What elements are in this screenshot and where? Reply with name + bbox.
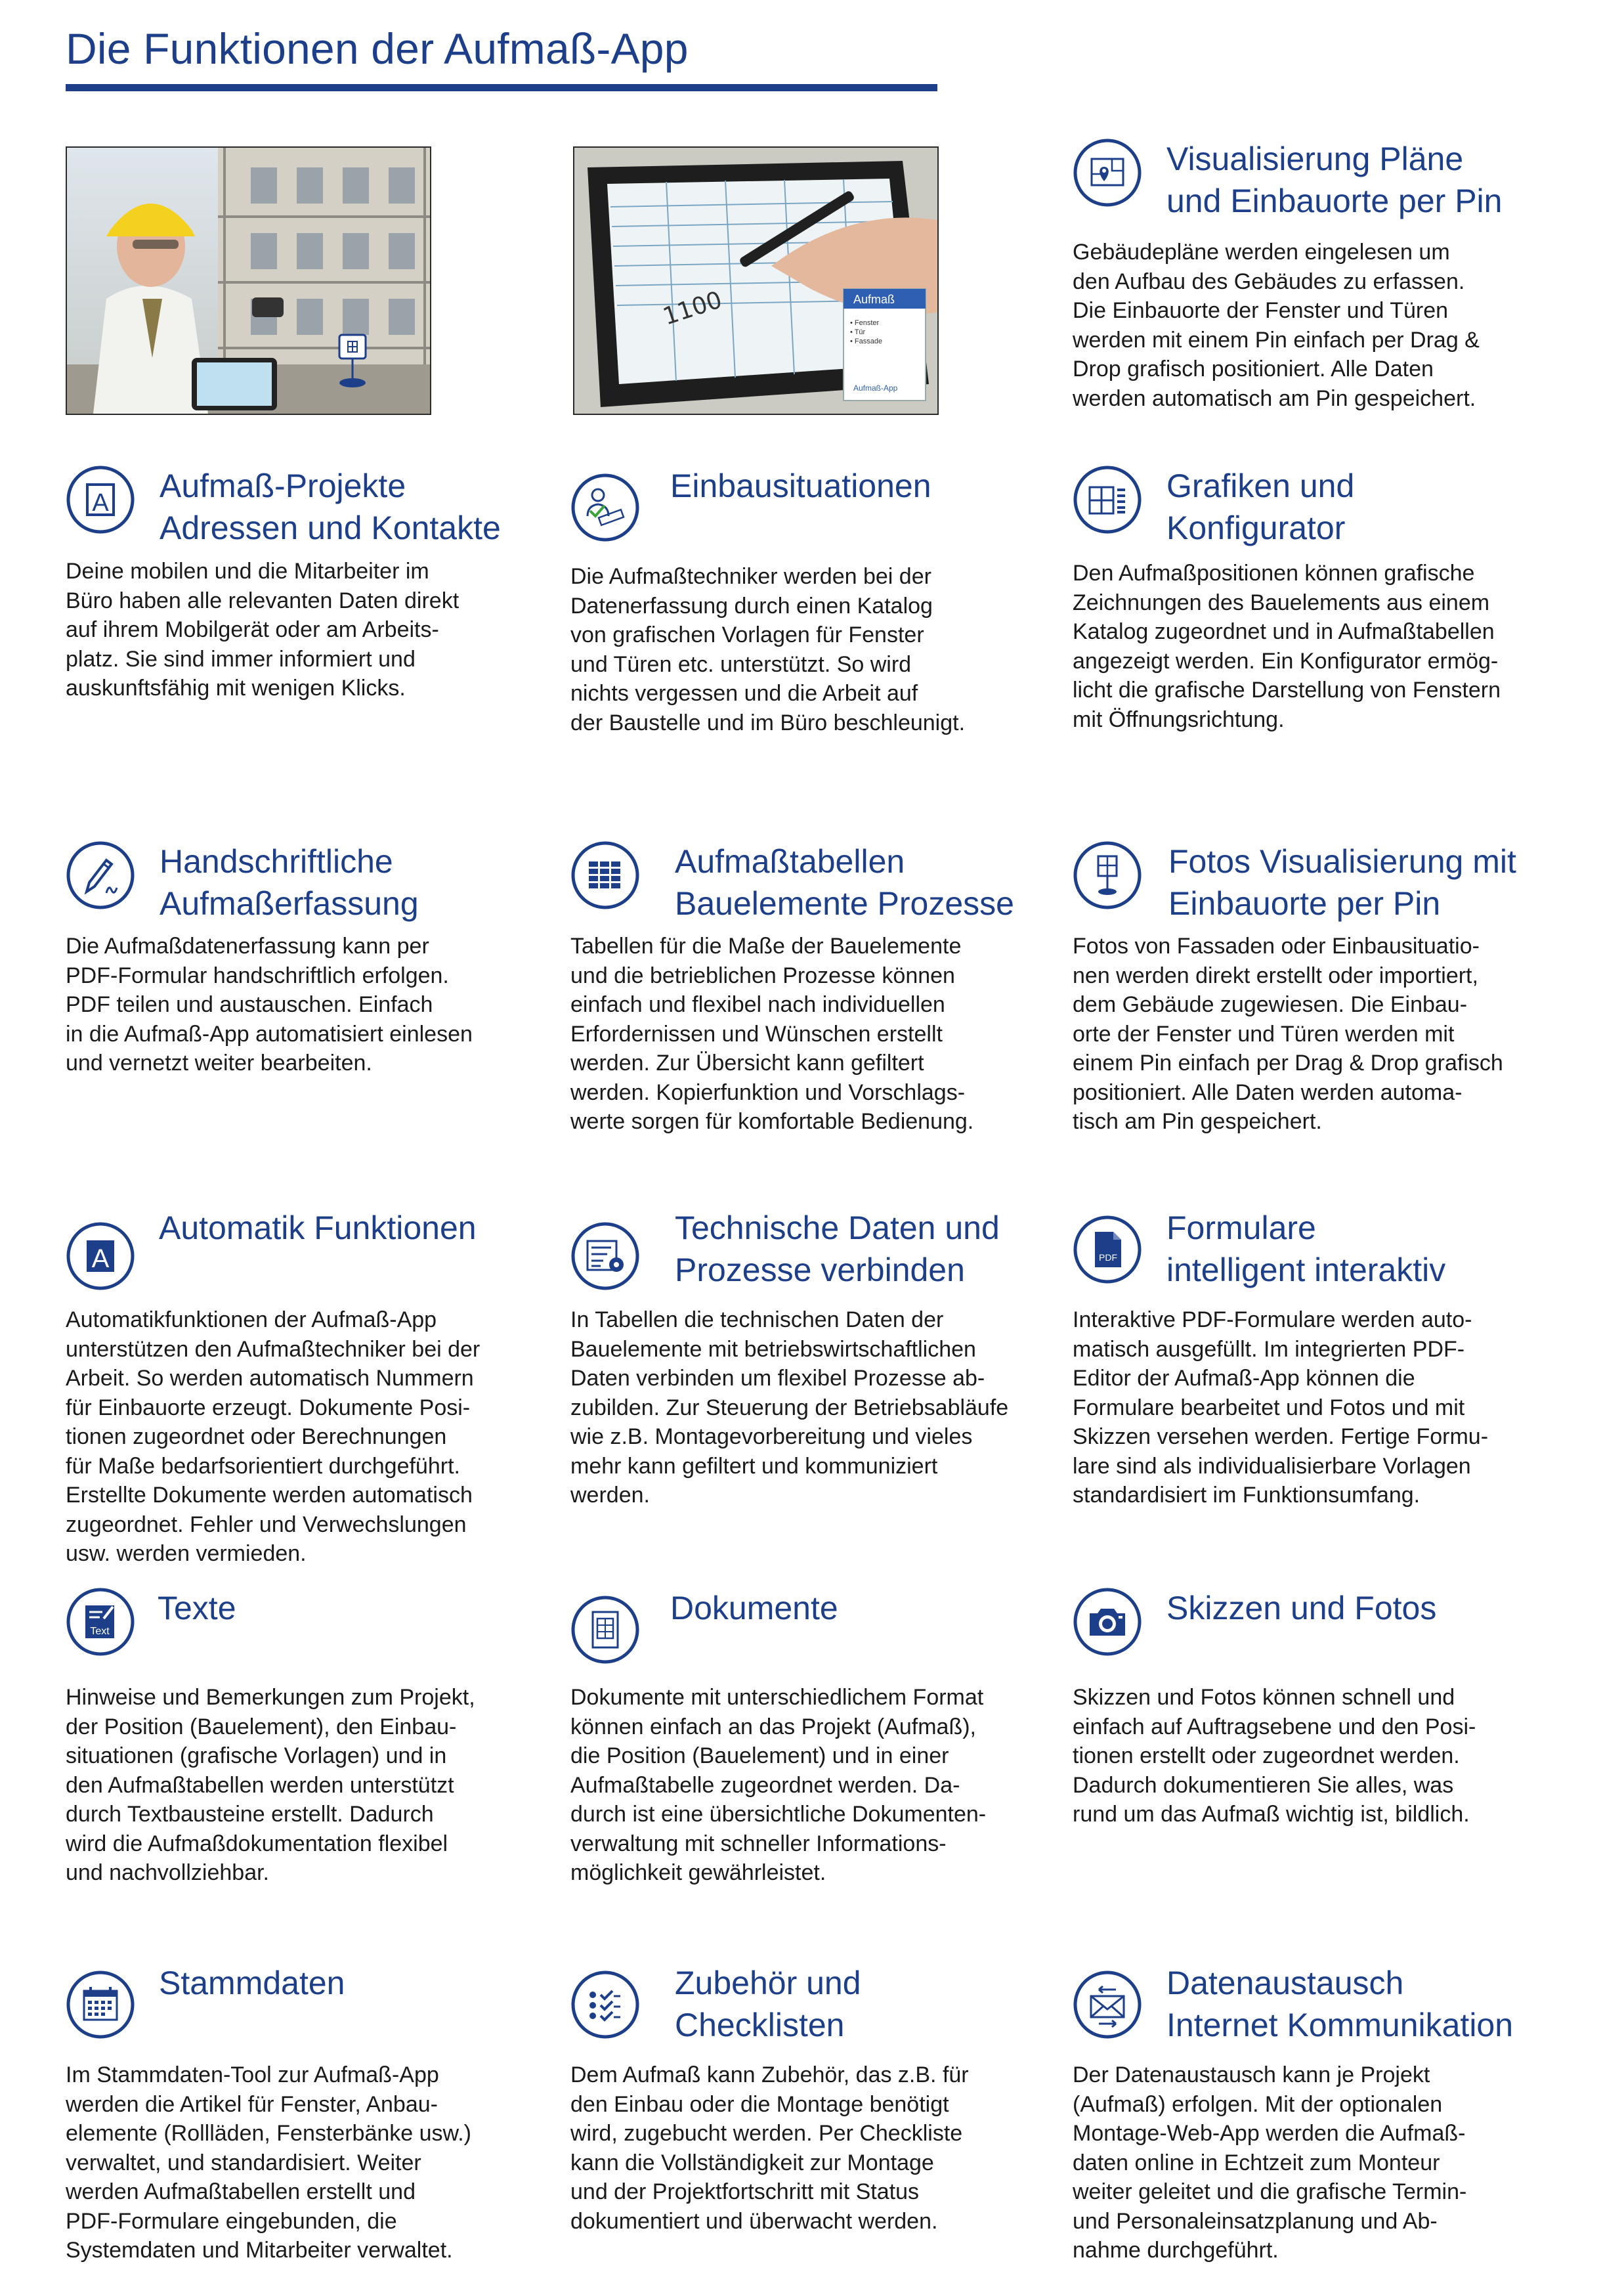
feature-text: Deine mobilen und die Mitarbeiter im Büro haben alle relevanten Daten direkt auf ihrem Mobilgerät oder am Arbeits- platz. Sie sind immer informiert und auskunftsfähig mit wenigen Klicks.	[66, 559, 459, 701]
feature-text: Im Stammdaten-Tool zur Aufmaß-App werden die Artikel für Fenster, Anbau- elemente (Rollläden, Fensterbänke usw.) verwaltet, und standardisiert. Weiter werden Aufmaßtabellen erstellt und PDF-Formulare eingebunden, die Systemdaten und Mitarbeiter verwaltet.	[66, 2062, 471, 2263]
feature-title: Aufmaß-Projekte Adressen und Kontakte	[160, 468, 501, 546]
pdf-file-icon	[1073, 1215, 1142, 1284]
svg-text:A: A	[91, 1244, 110, 1273]
title-underline	[66, 84, 937, 91]
plan-pin-icon	[1073, 138, 1142, 207]
svg-text:A: A	[92, 489, 109, 517]
feature-title: Dokumente	[670, 1590, 838, 1626]
letter-a-filled-icon	[66, 1221, 135, 1291]
feature-title: Skizzen und Fotos	[1166, 1590, 1437, 1626]
box-item-2: • Fassade	[850, 338, 883, 345]
feature-title: Automatik Funktionen	[159, 1209, 477, 1246]
feature-text: Gebäudepläne werden eingelesen um den Aufbau des Gebäudes zu erfassen. Die Einbauorte der Fenster und Türen werden mit einem Pin einfach per Drag & Drop grafisch positioniert. Alle Daten werden automatisch am Pin gespeichert.	[1073, 240, 1480, 411]
feature-title: Einbausituationen	[670, 468, 931, 504]
letter-a-icon	[66, 465, 135, 534]
feature-text: Interaktive PDF-Formulare werden auto- matisch ausgefüllt. Im integrierten PDF- Editor der Aufmaß-App können die Formulare bearbeitet und Fotos und mit Skizzen versehen werden. Fertige Formu- lare sind als individualisierbare Vorlagen standardisiert im Funktionsumfang.	[1073, 1307, 1489, 1508]
feature-title: Handschriftliche Aufmaßerfassung	[160, 843, 419, 922]
list-gear-icon	[570, 1221, 640, 1291]
tablet-photo	[573, 146, 939, 415]
window-pin-icon	[1073, 840, 1142, 910]
checklist-icon	[570, 1970, 640, 2039]
box-item-1: • Tür	[850, 328, 866, 336]
feature-text: Automatikfunktionen der Aufmaß-App unterstützen den Aufmaßtechniker bei der Arbeit. So werden automatisch Nummern für Einbauorte erzeugt. Dokumente Posi- tionen zugeordnet oder Berechnungen für Maße bedarfsorientiert durchgeführt. Erstellte Dokumente werden automatisch zugeordnet. Fehler und Verwechslungen usw. werden vermieden.	[66, 1307, 481, 1566]
feature-text: Fotos von Fassaden oder Einbausituatio- nen werden direkt erstellt oder importiert, dem Gebäude zugewiesen. Die Einbau- orte der Fenster und Türen werden mit einem Pin einfach per Drag & Drop grafisch positioniert. Alle Daten werden automa- tisch am Pin gespeichert.	[1073, 934, 1503, 1134]
text-edit-icon	[66, 1587, 135, 1657]
worker-photo	[66, 146, 431, 415]
feature-title: Fotos Visualisierung mit Einbauorte per Pin	[1168, 843, 1516, 922]
document-icon	[570, 1595, 640, 1665]
feature-title: Visualisierung Pläne und Einbauorte per Pin	[1166, 141, 1503, 219]
worker-ruler-icon	[570, 473, 640, 542]
feature-title: Grafiken und Konfigurator	[1166, 468, 1355, 546]
handwriting-1100: 1100	[660, 286, 725, 331]
box-title: Aufmaß	[853, 293, 895, 306]
page-title: Die Funktionen der Aufmaß-App	[66, 24, 689, 73]
table-grid-icon	[570, 840, 640, 910]
camera-icon	[1073, 1587, 1142, 1657]
feature-text: Die Aufmaßtechniker werden bei der Datenerfassung durch einen Katalog von grafischen Vorlagen für Fenster und Türen etc. unterstützt. So wird nichts vergessen und die Arbeit auf der Baustelle und im Büro beschleunigt.	[570, 564, 966, 735]
feature-title: Texte	[158, 1590, 236, 1626]
feature-text: In Tabellen die technischen Daten der Bauelemente mit betriebswirtschaftlichen Daten verbinden um flexibel Prozesse ab- zubilden. Zur Steuerung der Betriebsabläufe wie z.B. Montagevorbereitung und vieles mehr kann gefiltert und kommuniziert werden.	[570, 1307, 1009, 1508]
feature-title: Formulare intelligent interaktiv	[1166, 1209, 1446, 1288]
feature-text: Der Datenaustausch kann je Projekt (Aufmaß) erfolgen. Mit der optionalen Montage-Web-App werden die Aufmaß- daten online in Echtzeit zum Monteur weiter geleitet und die grafische Termin- und Personaleinsatzplanung und Ab- nahme durchgeführt.	[1073, 2062, 1467, 2263]
feature-text: Den Aufmaßpositionen können grafische Zeichnungen des Bauelements aus einem Katalog zugeordnet und in Aufmaßtabellen angezeigt werden. Ein Konfigurator ermög- licht die grafische Darstellung von Fenstern mit Öffnungsrichtung.	[1073, 561, 1501, 732]
feature-text: Die Aufmaßdatenerfassung kann per PDF-Formular handschriftlich erfolgen. PDF teilen und austauschen. Einfach in die Aufmaß-App automatisiert einlesen und vernetzt weiter bearbeiten.	[66, 934, 473, 1076]
pen-handwriting-icon	[66, 840, 135, 910]
feature-text: Tabellen für die Maße der Bauelemente und die betrieblichen Prozesse können einfach und flexibel nach individuellen Erfordernissen und Wünschen erstellt werden. Zur Übersicht kann gefiltert werden. Kopierfunktion und Vorschlags- werte sorgen für komfortable Bedienung.	[570, 934, 974, 1134]
feature-title: Aufmaßtabellen Bauelemente Prozesse	[675, 843, 1014, 922]
mail-exchange-icon	[1073, 1970, 1142, 2039]
feature-title: Datenaustausch Internet Kommunikation	[1166, 1965, 1514, 2043]
feature-text: Hinweise und Bemerkungen zum Projekt, der Position (Bauelement), den Einbau- situationen (grafische Vorlagen) und in den Aufmaßtabellen werden unterstützt durch Textbausteine erstellt. Dadurch wird die Aufmaßdokumentation flexibel und nachvollziehbar.	[66, 1685, 475, 1885]
text-label: Text	[90, 1626, 110, 1637]
window-list-icon	[1073, 465, 1142, 534]
feature-text: Dem Aufmaß kann Zubehör, das z.B. für den Einbau oder die Montage benötigt wird, zugebucht werden. Per Checkliste kann die Vollständigkeit zur Montage und der Projektfortschritt mit Status dokumentiert und überwacht werden.	[570, 2062, 969, 2234]
feature-title: Technische Daten und Prozesse verbinden	[675, 1209, 1000, 1288]
feature-title: Zubehör und Checklisten	[675, 1965, 861, 2043]
calendar-icon	[66, 1970, 135, 2039]
feature-title: Stammdaten	[159, 1965, 345, 2001]
pdf-label: PDF	[1099, 1252, 1117, 1263]
box-item-0: • Fenster	[850, 319, 880, 327]
box-brand: Aufmaß-App	[853, 383, 898, 393]
feature-text: Skizzen und Fotos können schnell und einfach auf Auftragsebene und den Posi- tionen erstellt oder zugeordnet werden. Dadurch dokumentieren Sie alles, was rund um das Aufmaß wichtig ist, bildlich.	[1073, 1685, 1476, 1827]
feature-text: Dokumente mit unterschiedlichem Format können einfach an das Projekt (Aufmaß), die Position (Bauelement) und in einer Aufmaßtabelle zugeordnet werden. Da- durch ist eine übersichtliche Dokumenten- verwaltung mit schneller Informations- möglichkeit gewährleistet.	[570, 1685, 987, 1885]
